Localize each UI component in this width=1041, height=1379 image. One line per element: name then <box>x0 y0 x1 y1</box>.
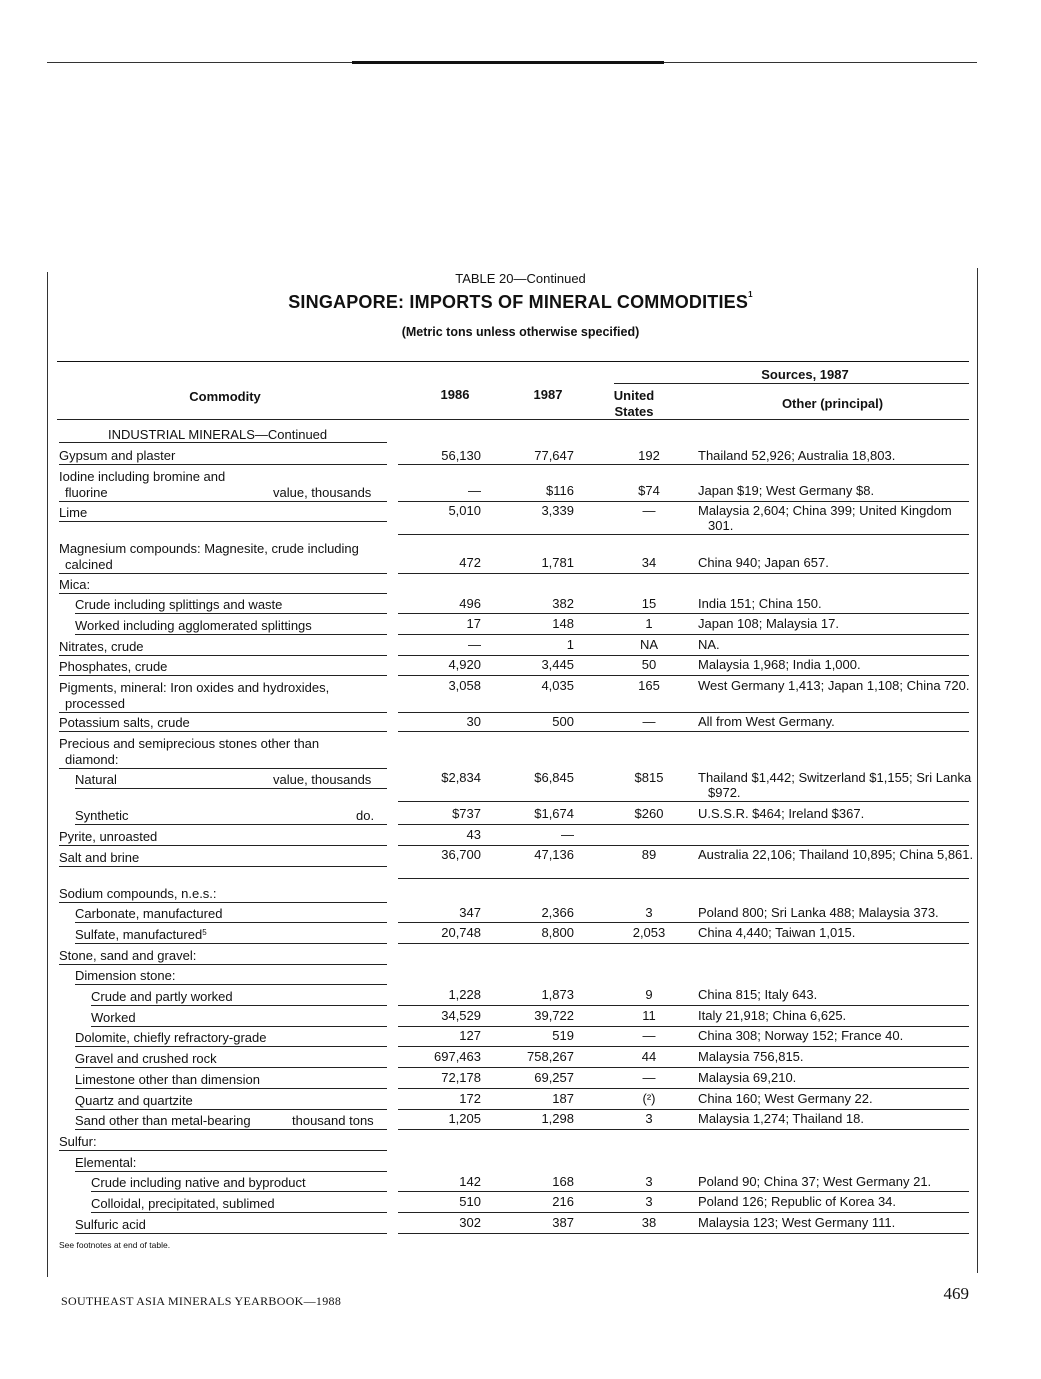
value-united-states: 192 <box>638 448 660 463</box>
values-rule <box>398 943 969 944</box>
value-1987: 2,366 <box>541 905 574 920</box>
table-subtitle: (Metric tons unless otherwise specified) <box>401 325 640 339</box>
table-title <box>0 292 1041 313</box>
commodity-label: Carbonate, manufactured <box>75 906 223 921</box>
value-1986: 72,178 <box>441 1070 481 1085</box>
commodity-rule <box>91 1191 387 1192</box>
commodity-rule <box>75 1046 387 1047</box>
commodity-rule <box>91 1212 387 1213</box>
header-top-rule <box>57 361 969 362</box>
value-1987: 500 <box>552 714 574 729</box>
value-1987: 1 <box>566 637 574 652</box>
col-header-us-line2: States <box>614 404 654 419</box>
value-1987: 3,445 <box>541 657 574 672</box>
commodity-rule <box>59 521 387 522</box>
commodity-rule <box>59 501 387 502</box>
commodity-rule <box>91 1005 387 1006</box>
value-united-states: (²) <box>642 1091 656 1106</box>
value-1987: 8,800 <box>541 925 574 940</box>
value-1986: 127 <box>459 1028 481 1043</box>
value-1986: 496 <box>459 596 481 611</box>
value-1986: 30 <box>466 714 481 729</box>
values-rule <box>398 1088 969 1089</box>
value-1986: — <box>468 483 481 498</box>
values-rule <box>398 1067 969 1068</box>
commodity-rule <box>75 613 387 614</box>
value-1986: 1,228 <box>448 987 481 1002</box>
commodity-rule <box>75 1109 387 1110</box>
value-united-states: 1 <box>645 616 653 631</box>
values-rule <box>398 712 969 713</box>
commodity-rule <box>59 712 387 713</box>
value-1987: 519 <box>552 1028 574 1043</box>
value-united-states: 3 <box>645 905 653 920</box>
values-rule <box>398 573 969 574</box>
commodity-rule <box>59 964 387 965</box>
value-other-sources: Malaysia 123; West Germany 111. <box>698 1215 896 1230</box>
value-other-sources: Poland 90; China 37; West Germany 21. <box>698 1174 932 1189</box>
commodity-label: calcined <box>65 557 113 572</box>
commodity-rule <box>75 1233 387 1234</box>
commodity-rule <box>59 593 387 594</box>
commodity-label: Quartz and quartzite <box>75 1093 193 1108</box>
value-1987: 4,035 <box>541 678 574 693</box>
col-header-commodity: Commodity <box>189 389 261 404</box>
commodity-label: Mica: <box>59 577 91 592</box>
values-rule <box>398 534 969 535</box>
values-rule <box>398 1026 969 1027</box>
value-1987: $116 <box>546 483 574 498</box>
header-bottom-rule <box>57 419 969 420</box>
value-1987: — <box>561 827 574 842</box>
value-united-states: 11 <box>642 1008 656 1023</box>
values-rule <box>398 845 969 846</box>
value-other-sources: Poland 126; Republic of Korea 34. <box>698 1194 897 1209</box>
commodity-label: Colloidal, precipitated, sublimed <box>91 1196 275 1211</box>
values-rule <box>398 675 969 676</box>
values-rule <box>398 634 969 635</box>
value-1987: 382 <box>552 596 574 611</box>
values-rule <box>398 1129 969 1130</box>
values-rule <box>398 731 969 732</box>
commodity-rule <box>59 768 387 769</box>
value-1986: 347 <box>459 905 481 920</box>
value-1987: 69,257 <box>534 1070 574 1085</box>
value-other-sources: All from West Germany. <box>698 714 835 729</box>
value-1986: 172 <box>459 1091 481 1106</box>
value-united-states: 3 <box>645 1174 653 1189</box>
commodity-rule <box>59 464 387 465</box>
value-other-sources: West Germany 1,413; Japan 1,108; China 720. <box>698 678 970 693</box>
value-united-states: $815 <box>634 770 664 785</box>
value-other-sources: China 160; West Germany 22. <box>698 1091 873 1106</box>
value-united-states: 3 <box>645 1111 653 1126</box>
commodity-rule <box>59 675 387 676</box>
value-1987: 47,136 <box>534 847 574 862</box>
commodity-rule <box>59 866 387 867</box>
commodity-rule <box>59 845 387 846</box>
commodity-rule <box>75 922 387 923</box>
value-1986: — <box>468 637 481 652</box>
value-other-sources: Thailand $1,442; Switzerland $1,155; Sri Lanka $972. <box>698 770 972 800</box>
value-united-states: $74 <box>638 483 660 498</box>
value-1987: 387 <box>552 1215 574 1230</box>
commodity-label: processed <box>65 696 125 711</box>
value-united-states: 89 <box>641 847 657 862</box>
values-rule <box>398 1005 969 1006</box>
commodity-label: Magnesium compounds: Magnesite, crude including <box>59 541 359 556</box>
value-other-sources: Thailand 52,926; Australia 18,803. <box>698 448 896 463</box>
commodity-rule <box>75 788 387 789</box>
commodity-label: Natural <box>75 772 117 787</box>
commodity-label: Pigments, mineral: Iron oxides and hydroxides, <box>59 680 330 695</box>
commodity-rule <box>75 1129 387 1130</box>
commodity-label: Salt and brine <box>59 850 140 865</box>
value-1986: 142 <box>459 1174 481 1189</box>
value-other-sources: Malaysia 2,604; China 399; United Kingdom 301. <box>698 503 952 533</box>
commodity-label: Pyrite, unroasted <box>59 829 158 844</box>
value-other-sources: Japan 108; Malaysia 17. <box>698 616 839 631</box>
commodity-label: Gravel and crushed rock <box>75 1051 217 1066</box>
commodity-label: Sand other than metal-bearing <box>75 1113 251 1128</box>
value-united-states: — <box>642 1028 656 1043</box>
values-rule <box>398 922 969 923</box>
value-united-states: 44 <box>641 1049 657 1064</box>
value-united-states: 50 <box>641 657 657 672</box>
value-1987: 77,647 <box>534 448 574 463</box>
values-rule <box>398 655 969 656</box>
value-1986: 43 <box>466 827 481 842</box>
commodity-rule <box>59 655 387 656</box>
values-rule <box>398 1191 969 1192</box>
value-united-states: 34 <box>641 555 657 570</box>
values-rule <box>398 1046 969 1047</box>
value-1986: 3,058 <box>448 678 481 693</box>
commodity-label: Sulfate, manufactured$^5$ <box>75 927 207 942</box>
commodity-label: Dolomite, chiefly refractory-grade <box>75 1030 267 1045</box>
col-header-us <box>603 388 665 420</box>
commodity-rule <box>75 984 387 985</box>
value-united-states: $260 <box>634 806 664 821</box>
value-1987: 1,781 <box>541 555 574 570</box>
value-1986: 36,700 <box>441 847 481 862</box>
values-rule <box>398 824 969 825</box>
footnote-note: See footnotes at end of table. <box>59 1240 171 1250</box>
value-1987: 758,267 <box>527 1049 574 1064</box>
value-1986: 510 <box>459 1194 481 1209</box>
values-rule <box>398 1233 969 1234</box>
col-header-1987: 1987 <box>533 387 563 402</box>
value-1986: 20,748 <box>441 925 481 940</box>
col-header-1986: 1986 <box>440 387 470 402</box>
value-united-states: 3 <box>645 1194 653 1209</box>
commodity-label: fluorine <box>65 485 108 500</box>
commodity-label: Synthetic <box>75 808 129 823</box>
col-header-other: Other (principal) <box>781 396 884 411</box>
values-rule <box>398 801 969 802</box>
value-other-sources: Australia 22,106; Thailand 10,895; China 5,861. <box>698 847 974 862</box>
value-united-states: 15 <box>641 596 657 611</box>
value-other-sources: China 940; Japan 657. <box>698 555 829 570</box>
page-number: 469 <box>943 1284 969 1303</box>
commodity-rule <box>75 1088 387 1089</box>
value-1987: $6,845 <box>534 770 574 785</box>
table-number: TABLE 20—Continued <box>455 271 586 286</box>
commodity-label: Iodine including bromine and <box>59 469 226 484</box>
value-1986: 472 <box>459 555 481 570</box>
section-rule <box>59 442 387 443</box>
commodity-label: Crude including native and byproduct <box>91 1175 306 1190</box>
value-other-sources: Japan $19; West Germany $8. <box>698 483 875 498</box>
value-1986: 5,010 <box>448 503 481 518</box>
values-rule <box>398 1212 969 1213</box>
title-footnote-ref: 1 <box>748 290 753 299</box>
commodity-label: Dimension stone: <box>75 968 176 983</box>
footnote-ref: 5 <box>202 928 207 937</box>
value-1986: 34,529 <box>441 1008 481 1023</box>
values-rule <box>398 1109 969 1110</box>
value-united-states: 165 <box>638 678 660 693</box>
value-other-sources: U.S.S.R. $464; Ireland $367. <box>698 806 865 821</box>
value-1987: 187 <box>552 1091 574 1106</box>
value-1987: 3,339 <box>541 503 574 518</box>
commodity-label: Crude including splittings and waste <box>75 597 283 612</box>
commodity-rule <box>75 1067 387 1068</box>
commodity-label: Lime <box>59 505 88 520</box>
commodity-rule <box>75 634 387 635</box>
value-united-states: — <box>642 1070 656 1085</box>
value-other-sources: Malaysia 1,274; Thailand 18. <box>698 1111 864 1126</box>
commodity-rule <box>59 731 387 732</box>
commodity-label: Precious and semiprecious stones other than <box>59 736 320 751</box>
commodity-label: Sodium compounds, n.e.s.: <box>59 886 217 901</box>
commodity-label: Sulfuric acid <box>75 1217 146 1232</box>
value-1987: 39,722 <box>534 1008 574 1023</box>
section-heading: INDUSTRIAL MINERALS—Continued <box>108 427 328 442</box>
value-1987: 168 <box>552 1174 574 1189</box>
commodity-label: Worked <box>91 1010 136 1025</box>
commodity-label: Gypsum and plaster <box>59 448 176 463</box>
value-1987: 148 <box>552 616 574 631</box>
value-1987: 216 <box>552 1194 574 1209</box>
value-other-sources: Malaysia 69,210. <box>698 1070 797 1085</box>
value-other-sources: China 308; Norway 152; France 40. <box>698 1028 904 1043</box>
commodity-label: Elemental: <box>75 1155 137 1170</box>
publication-footer: SOUTHEAST ASIA MINERALS YEARBOOK—1988 <box>61 1294 342 1308</box>
table-title-text: SINGAPORE: IMPORTS OF MINERAL COMMODITIES <box>288 292 749 312</box>
commodity-label: Stone, sand and gravel: <box>59 948 197 963</box>
commodity-rule <box>59 573 387 574</box>
value-1987: $1,674 <box>534 806 574 821</box>
top-rule-accent <box>352 61 664 64</box>
commodity-rule <box>59 1150 387 1151</box>
value-other-sources: Poland 800; Sri Lanka 488; Malaysia 373. <box>698 905 939 920</box>
value-other-sources: Italy 21,918; China 6,625. <box>698 1008 847 1023</box>
value-united-states: NA <box>639 637 659 652</box>
unit-label: value, thousands <box>273 485 372 500</box>
value-1987: 1,298 <box>541 1111 574 1126</box>
value-1986: 1,205 <box>448 1111 481 1126</box>
commodity-rule <box>75 824 387 825</box>
value-1986: 302 <box>459 1215 481 1230</box>
value-other-sources: NA. <box>698 637 720 652</box>
value-1986: 56,130 <box>441 448 481 463</box>
col-header-sources: Sources, 1987 <box>761 367 849 382</box>
commodity-label: Limestone other than dimension <box>75 1072 261 1087</box>
value-united-states: — <box>642 503 656 518</box>
commodity-label: Sulfur: <box>59 1134 97 1149</box>
values-rule <box>398 464 969 465</box>
commodity-label: Potassium salts, crude <box>59 715 190 730</box>
value-1986: 17 <box>466 616 481 631</box>
value-other-sources: China 815; Italy 643. <box>698 987 818 1002</box>
value-other-sources: Malaysia 756,815. <box>698 1049 804 1064</box>
values-rule <box>398 613 969 614</box>
value-other-sources: China 4,440; Taiwan 1,015. <box>698 925 856 940</box>
unit-label: thousand tons <box>292 1113 374 1128</box>
value-1986: $737 <box>452 806 481 821</box>
commodity-label: Crude and partly worked <box>91 989 233 1004</box>
values-rule <box>398 501 969 502</box>
value-united-states: — <box>642 714 656 729</box>
value-1986: 4,920 <box>448 657 481 672</box>
commodity-label: diamond: <box>65 752 119 767</box>
value-other-sources: India 151; China 150. <box>698 596 822 611</box>
commodity-label: Worked including agglomerated splittings <box>75 618 312 633</box>
commodity-label: Nitrates, crude <box>59 639 144 654</box>
left-margin-rule <box>47 272 48 1277</box>
col-header-us-line1: United <box>613 388 655 403</box>
sources-rule <box>614 383 969 384</box>
value-1987: 1,873 <box>541 987 574 1002</box>
value-united-states: 38 <box>641 1215 657 1230</box>
commodity-rule <box>59 902 387 903</box>
value-1986: $2,834 <box>441 770 481 785</box>
commodity-rule <box>91 1026 387 1027</box>
value-united-states: 9 <box>645 987 653 1002</box>
values-rule <box>398 878 969 879</box>
commodity-rule <box>75 1171 387 1172</box>
value-united-states: 2,053 <box>632 925 666 940</box>
commodity-rule <box>75 943 387 944</box>
commodity-label: Phosphates, crude <box>59 659 168 674</box>
value-other-sources: Malaysia 1,968; India 1,000. <box>698 657 861 672</box>
unit-label: value, thousands <box>273 772 372 787</box>
value-1986: 697,463 <box>434 1049 481 1064</box>
unit-label: do. <box>356 808 375 823</box>
